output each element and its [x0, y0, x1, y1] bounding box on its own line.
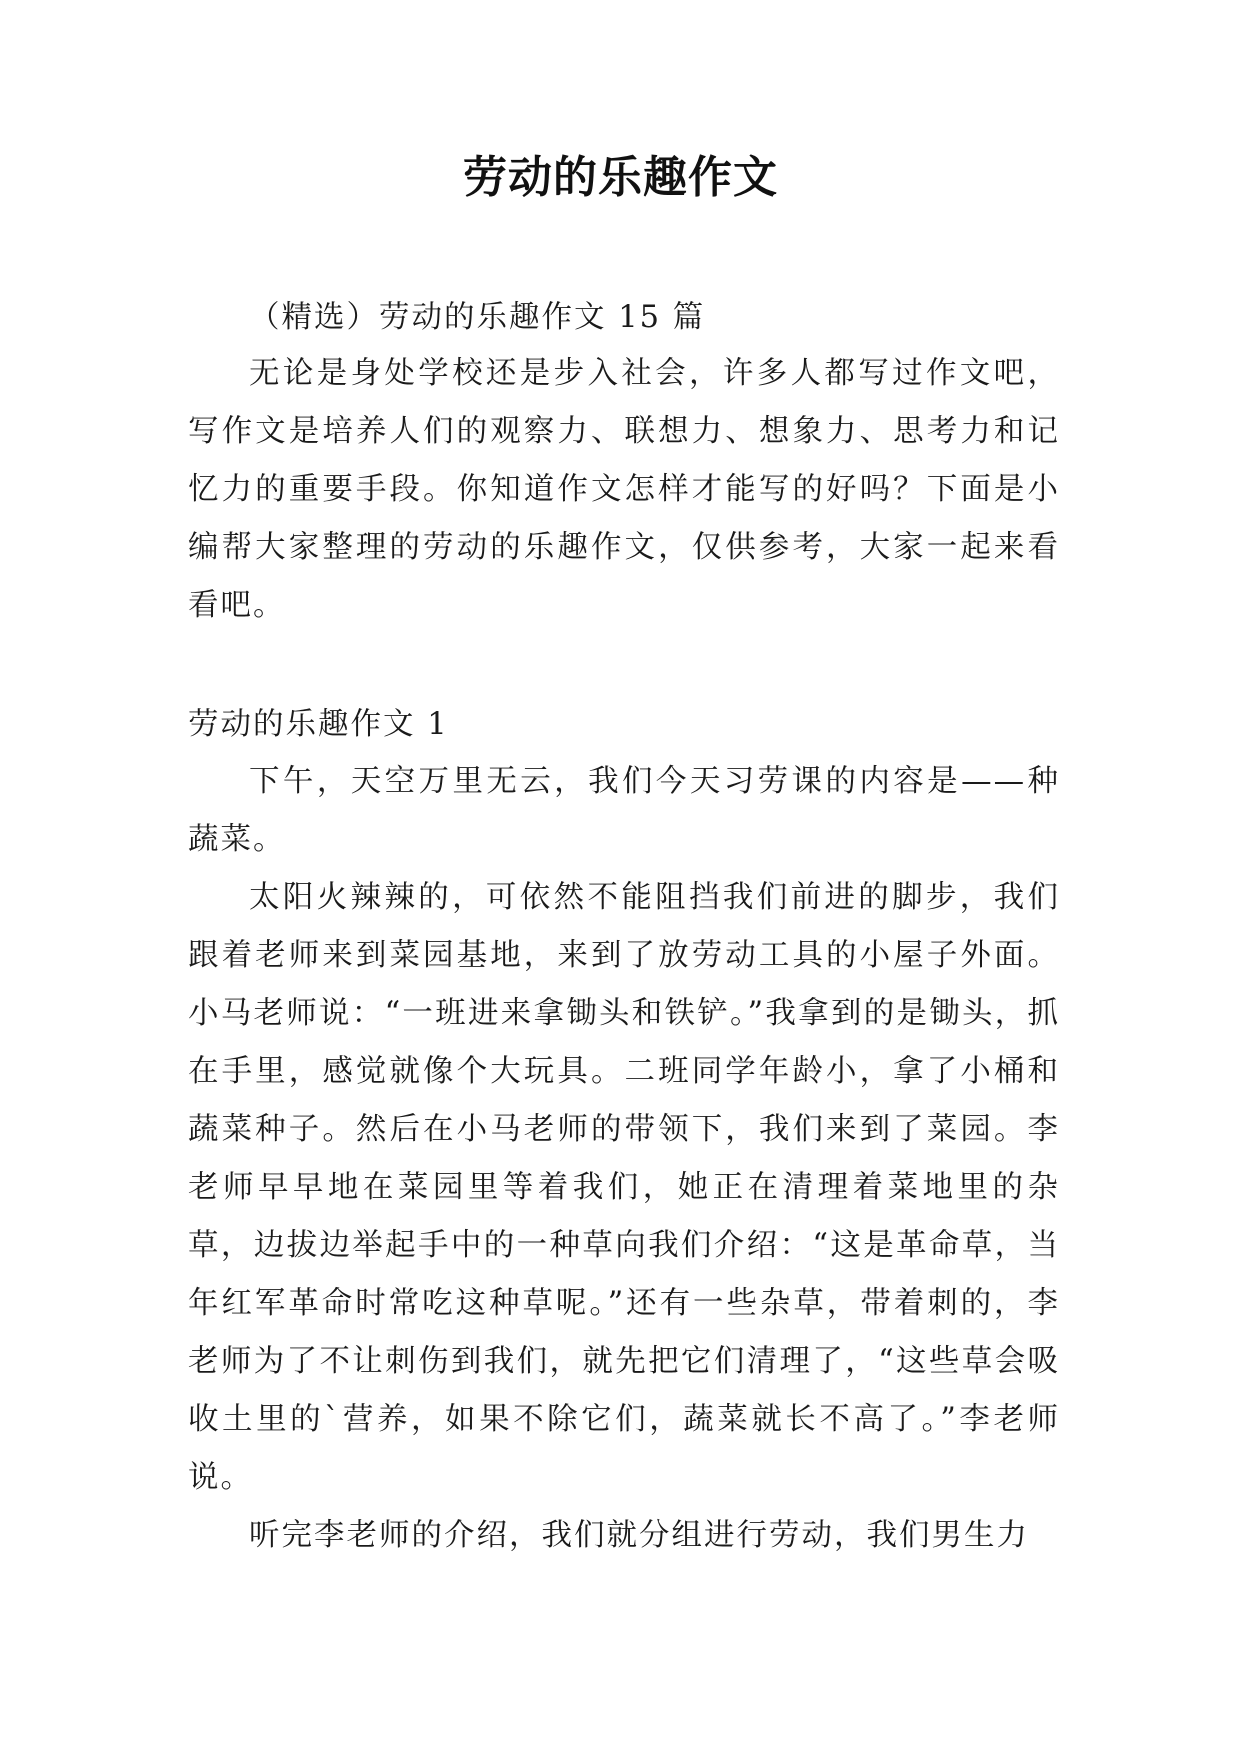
- section-heading-text: 劳动的乐趣作文 1: [188, 707, 449, 742]
- section-body: [188, 753, 1060, 1565]
- body-paragraph: 听完李老师的介绍，我们就分组进行劳动，我们男生力: [249, 1518, 1029, 1553]
- section-heading: [188, 696, 1060, 754]
- document-subtitle: [188, 289, 1060, 347]
- intro-text: 无论是身处学校还是步入社会，许多人都写过作文吧，写作文是培养人们的观察力、联想力、想象力、思考力和记忆力的重要手段。你知道作文怎样才能写的好吗？下面是小编帮大家整理的劳动的乐趣作文，仅供参考，大家一起来看看吧。: [188, 356, 1060, 623]
- body-paragraph: 下午，天空万里无云，我们今天习劳课的内容是——种蔬菜。: [188, 764, 1060, 857]
- subtitle-text: （精选）劳动的乐趣作文 15 篇: [249, 300, 706, 335]
- body-paragraph: 太阳火辣辣的，可依然不能阻挡我们前进的脚步，我们跟着老师来到菜园基地，来到了放劳动工具的小屋子外面。小马老师说：“一班进来拿锄头和铁铲。”我拿到的是锄头，抓在手里，感觉就像个大玩具。二班同学年龄小，拿了小桶和蔬菜种子。然后在小马老师的带领下，我们来到了菜园。李老师早早地在菜园里等着我们，她正在清理着菜地里的杂草，边拔边举起手中的一种草向我们介绍：“这是革命草，当年红军革命时常吃这种草呢。”还有一些杂草，带着刺的，李老师为了不让刺伤到我们，就先把它们清理了，“这些草会吸收土里的`营养，如果不除它们，蔬菜就长不高了。”李老师说。: [188, 880, 1060, 1495]
- document-title: 劳动的乐趣作文: [463, 152, 778, 203]
- intro-paragraph: [188, 345, 1060, 635]
